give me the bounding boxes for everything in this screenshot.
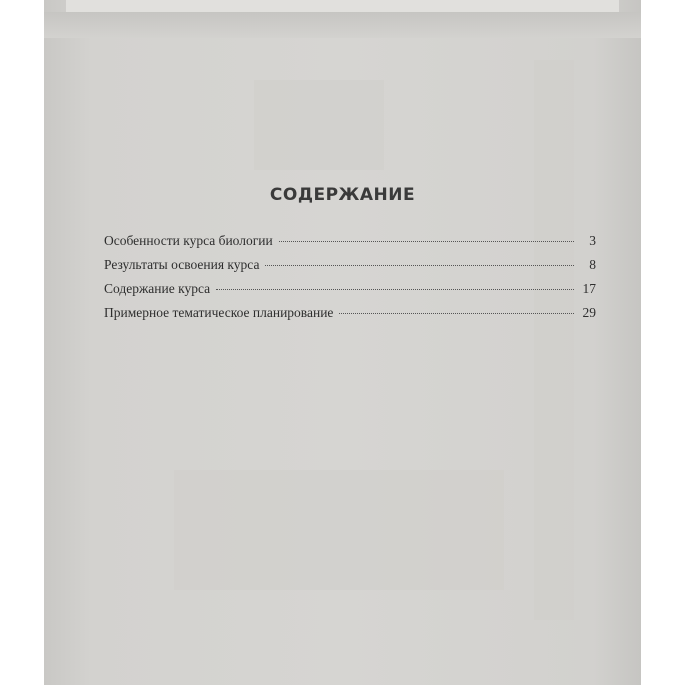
toc-entry-title: Результаты освоения курса — [104, 257, 260, 272]
toc-dot-leader — [339, 313, 574, 314]
bleed-through-lines — [174, 470, 504, 590]
bleed-through-column — [534, 60, 574, 620]
toc-entry-page: 3 — [589, 233, 596, 248]
toc-entry-page: 17 — [582, 281, 596, 296]
book-page — [44, 0, 641, 685]
toc-entry-page: 29 — [582, 305, 596, 320]
toc-dot-leader — [216, 289, 574, 290]
toc-dot-leader — [265, 265, 574, 266]
page-title: СОДЕРЖАНИЕ — [269, 185, 416, 205]
bleed-through-block — [254, 80, 384, 170]
toc-entry-page: 8 — [589, 257, 596, 272]
top-shadow-band — [44, 12, 641, 38]
table-of-contents — [104, 233, 596, 329]
toc-entry — [104, 233, 596, 257]
toc-entry-title: Содержание курса — [104, 281, 211, 296]
toc-dot-leader — [279, 241, 574, 242]
toc-entry — [104, 281, 596, 305]
toc-entry — [104, 257, 596, 281]
toc-entry-title: Примерное тематическое планирование — [104, 305, 334, 320]
toc-entry — [104, 305, 596, 329]
toc-entry-title: Особенности курса биологии — [104, 233, 273, 248]
